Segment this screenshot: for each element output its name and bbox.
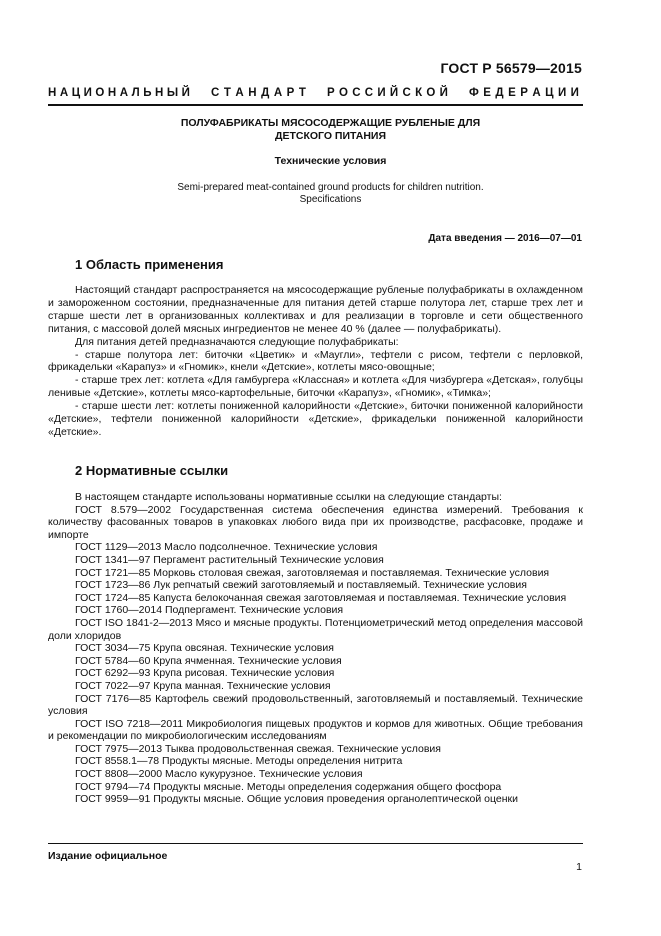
title-line-2: ДЕТСКОГО ПИТАНИЯ — [274, 130, 387, 142]
official-edition-label: Издание официальное — [48, 850, 168, 862]
gost-identifier: ГОСТ Р 56579—2015 — [440, 60, 582, 76]
page-number: 1 — [576, 861, 582, 873]
section2-paragraph: ГОСТ 7975—2013 Тыква продовольственная свежая. Технические условия — [75, 742, 441, 755]
section2-paragraph: ГОСТ 5784—60 Крупа ячменная. Технические условия — [75, 654, 342, 667]
section2-paragraph: ГОСТ 8.579—2002 Государственная система обеспечения единства измерений. Требования к количеству фасованных товаров в упаковках любого вида при их производстве, расфасовке, продаже и импорте — [48, 503, 583, 541]
footer-divider — [48, 843, 583, 844]
section2-paragraph: ГОСТ 1721—85 Морковь столовая свежая, заготовляемая и поставляемая. Технические условия — [75, 566, 550, 579]
english-title — [0, 182, 661, 206]
section2-paragraph: ГОСТ 1129—2013 Масло подсолнечное. Технические условия — [75, 541, 378, 554]
section1-paragraph: - старше полутора лет: биточки «Цветик» и «Маугли», тефтели с рисом, тефтели с перловкой, фрикадельки «Карапуз» и «Гномик», кнели «Детские», котлеты мясо-овощные; — [48, 348, 583, 374]
section2-paragraph: ГОСТ 1723—86 Лук репчатый свежий заготовляемый и поставляемый. Технические условия — [75, 579, 527, 592]
section2-paragraph: ГОСТ 1760—2014 Подпергамент. Технические условия — [75, 604, 344, 617]
introduction-date: Дата введения — 2016—07—01 — [428, 233, 582, 244]
header-divider — [48, 104, 583, 106]
document-title — [0, 117, 661, 143]
section2-paragraph: ГОСТ 9959—91 Продукты мясные. Общие условия проведения органолептической оценки — [75, 793, 519, 806]
section2-paragraph: ГОСТ 3034—75 Крупа овсяная. Технические условия — [75, 642, 334, 655]
english-title-line-1: Semi-prepared meat-contained ground products for children nutrition. — [177, 182, 484, 193]
banner-word-standard: С Т А Н Д А Р Т — [211, 87, 306, 99]
section-1-body — [48, 284, 583, 439]
section-2-heading: 2 Нормативные ссылки — [75, 463, 229, 478]
section2-paragraph: ГОСТ 6292—93 Крупа рисовая. Технические условия — [75, 667, 335, 680]
banner-word-national: Н А Ц И О Н А Л Ь Н Ы Й — [48, 87, 190, 99]
section2-paragraph: ГОСТ 7022—97 Крупа манная. Технические условия — [75, 679, 331, 692]
section2-paragraph: ГОСТ ISO 7218—2011 Микробиология пищевых продуктов и кормов для животных. Общие требования и рекомендации по микробиологическим исследованиям — [48, 717, 583, 743]
section2-paragraph: ГОСТ 8558.1—78 Продукты мясные. Методы определения нитрита — [75, 755, 403, 768]
title-line-1: ПОЛУФАБРИКАТЫ МЯСОСОДЕРЖАЩИЕ РУБЛЕНЫЕ ДЛЯ — [180, 117, 481, 129]
section-1-heading: 1 Область применения — [75, 257, 224, 272]
section2-paragraph: ГОСТ 7176—85 Картофель свежий продовольственный, заготовляемый и поставляемый. Технические условия — [48, 692, 583, 718]
section2-paragraph: ГОСТ 9794—74 Продукты мясные. Методы определения содержания общего фосфора — [75, 780, 502, 793]
national-standard-banner — [48, 87, 579, 99]
banner-word-russian: Р О С С И Й С К О Й — [327, 87, 448, 99]
section2-paragraph: ГОСТ 1724—85 Капуста белокочанная свежая заготовляемая и поставляемая. Технические условия — [75, 591, 567, 604]
banner-word-federation: Ф Е Д Е Р А Ц И И — [469, 87, 579, 99]
section2-paragraph: ГОСТ 1341—97 Пергамент растительный Технические условия — [75, 553, 384, 566]
section1-paragraph: - старше трех лет: котлета «Для гамбургера «Классная» и котлета «Для чизбургера «Детская», голубцы ленивые «Детские», котлеты мясо-картофельные, биточки «Карапуз», «Гномик», «Тимка»; — [48, 374, 583, 400]
section1-paragraph: - старше шести лет: котлеты пониженной калорийности «Детские», биточки пониженной калорийности «Детские», тефтели пониженной калорийности «Детские», фрикадельки пониженной калорийности «Детские». — [48, 400, 583, 438]
section-2-body — [48, 491, 583, 806]
section2-paragraph: ГОСТ ISO 1841-2—2013 Мясо и мясные продукты. Потенциометрический метод определения массовой доли хлоридов — [48, 616, 583, 642]
section1-paragraph: Для питания детей предназначаются следующие полуфабрикаты: — [75, 335, 399, 348]
section2-paragraph: ГОСТ 8808—2000 Масло кукурузное. Технические условия — [75, 768, 363, 781]
section2-paragraph: В настоящем стандарте использованы нормативные ссылки на следующие стандарты: — [75, 491, 502, 503]
document-subtitle: Технические условия — [274, 155, 387, 167]
section1-paragraph: Настоящий стандарт распространяется на мясосодержащие рубленые полуфабрикаты в охлажденном и замороженном состоянии, предназначенные для питания детей старше полутора лет, старше трех лет и старше шести лет в организованных коллективах и для реализации в торговле и сети общественного питания, с массовой долей мясных ингредиентов не менее 40 % (далее — полуфабрикаты). — [48, 284, 583, 335]
english-title-line-2: Specifications — [299, 194, 362, 205]
